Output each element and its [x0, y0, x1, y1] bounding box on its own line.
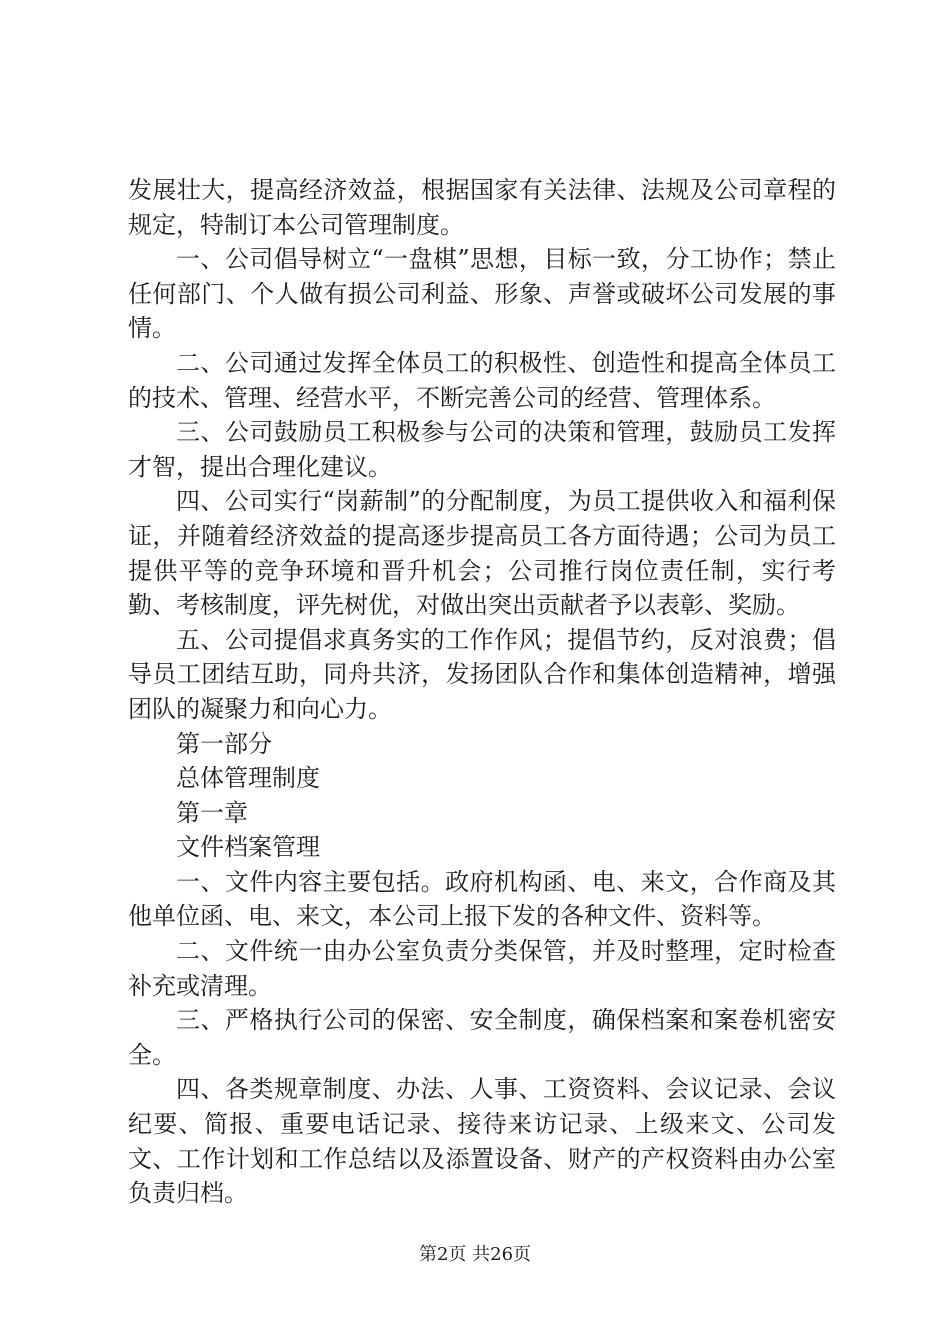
document-body [128, 173, 836, 1211]
paragraph-item-1: 一、公司倡导树立“一盘棋”思想，目标一致，分工协作；禁止任何部门、个人做有损公司利益、形象、声誉或破坏公司发展的事情。 [128, 245, 836, 343]
paragraph-item-2: 二、公司通过发挥全体员工的积极性、创造性和提高全体员工的技术、管理、经营水平，不断完善公司的经营、管理体系。 [128, 348, 836, 412]
chapter-title: 文件档案管理 [176, 833, 320, 862]
page-number-footer: 第2页 共26页 [418, 1244, 532, 1265]
paragraph-item-5: 五、公司提倡求真务实的工作作风；提倡节约，反对浪费；倡导员工团结互助，同舟共济，发扬团队合作和集体创造精神，增强团队的凝聚力和向心力。 [128, 625, 836, 723]
paragraph-intro-continuation: 发展壮大，提高经济效益，根据国家有关法律、法规及公司章程的规定，特制订本公司管理制度。 [128, 176, 836, 239]
chapter-heading: 第一章 [176, 798, 248, 827]
paragraph-item-4: 四、公司实行“岗薪制”的分配制度，为员工提供收入和福利保证，并随着经济效益的提高逐步提高员工各方面待遇；公司为员工提供平等的竞争环境和晋升机会；公司推行岗位责任制，实行考勤、考核制度，评先树优，对做出突出贡献者予以表彰、奖励。 [128, 487, 836, 620]
paragraph-item-3: 三、公司鼓励员工积极参与公司的决策和管理，鼓励员工发挥才智，提出合理化建议。 [128, 418, 836, 481]
paragraph-file-4: 四、各类规章制度、办法、人事、工资资料、会议记录、会议纪要、简报、重要电话记录、接待来访记录、上级来文、公司发文、工作计划和工作总结以及添置设备、财产的产权资料由办公室负责归档。 [128, 1075, 836, 1208]
paragraph-file-1: 一、文件内容主要包括。政府机构函、电、来文，合作商及其他单位函、电、来文，本公司上报下发的各种文件、资料等。 [128, 867, 836, 931]
part-heading: 第一部分 [176, 729, 272, 758]
paragraph-file-2: 二、文件统一由办公室负责分类保管，并及时整理，定时检查补充或清理。 [128, 937, 836, 1000]
part-title: 总体管理制度 [176, 764, 320, 793]
paragraph-file-3: 三、严格执行公司的保密、安全制度，确保档案和案卷机密安全。 [128, 1006, 836, 1069]
